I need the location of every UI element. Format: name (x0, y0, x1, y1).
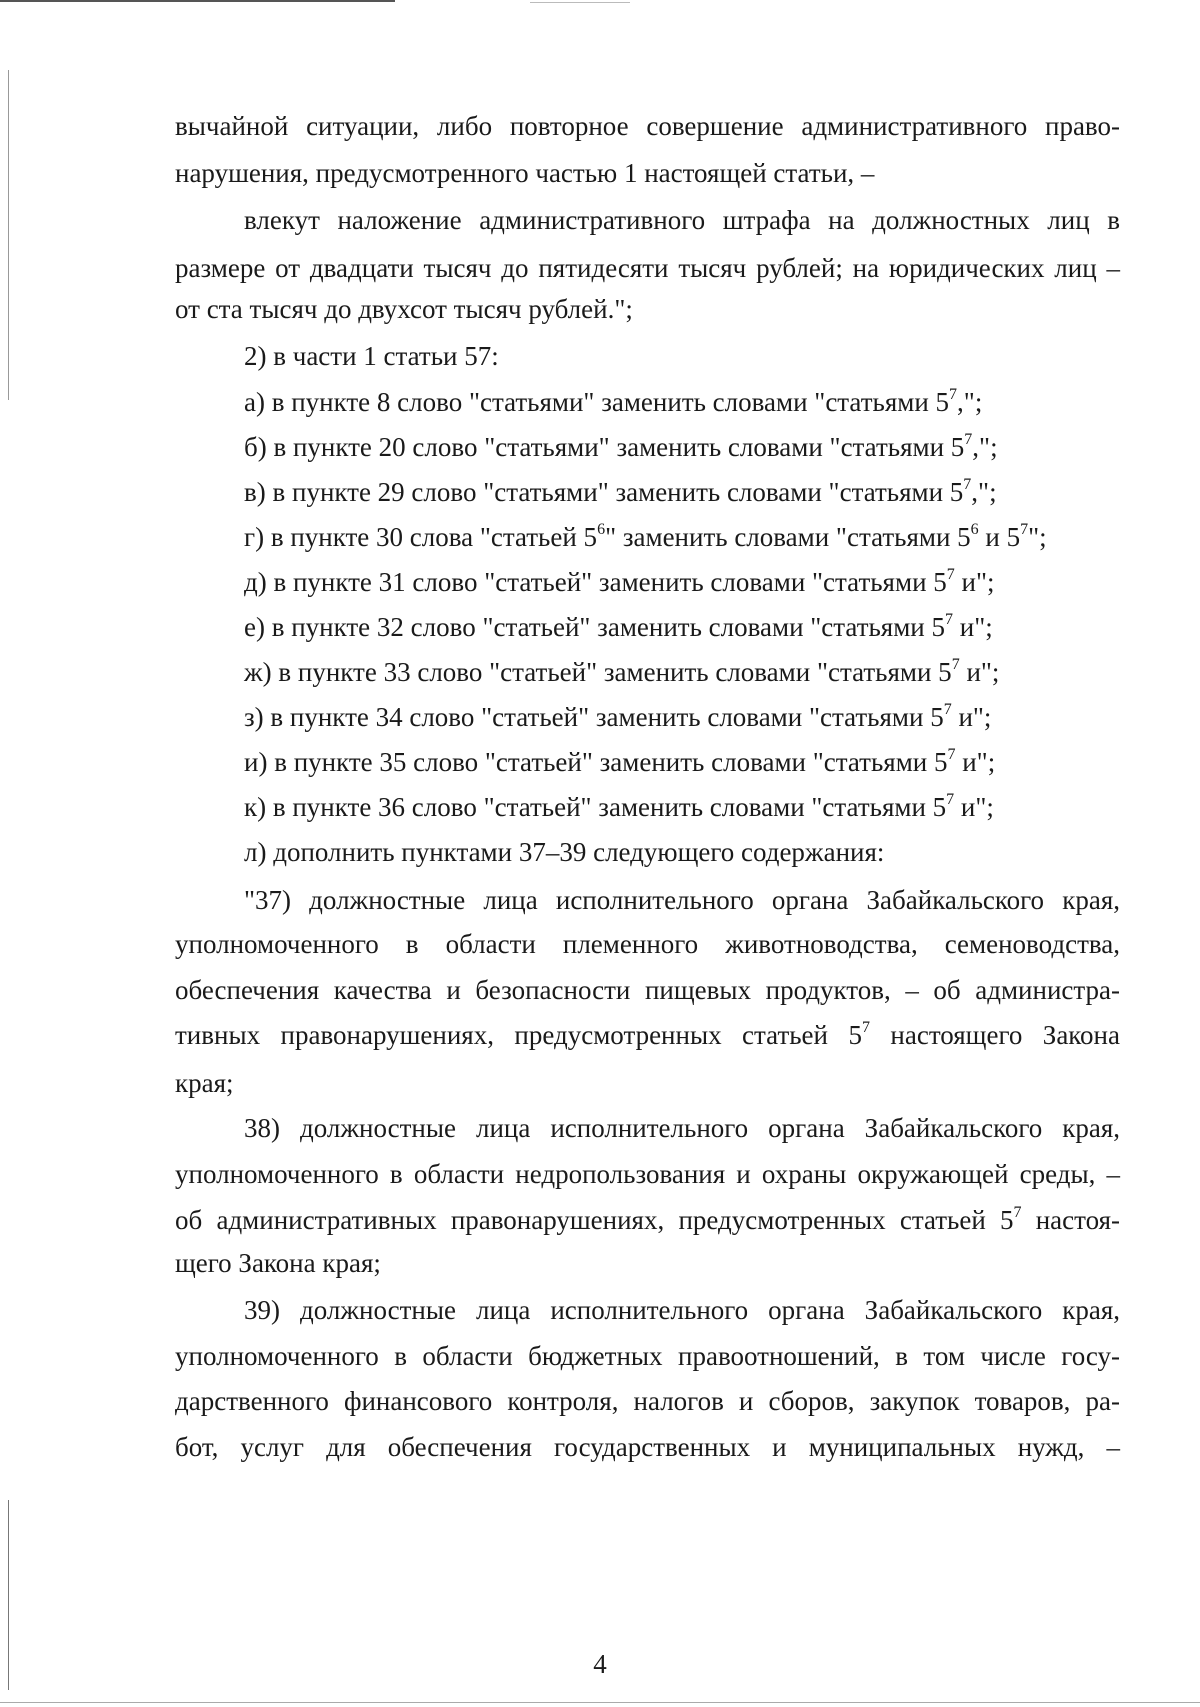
text-line: бот, услуг для обеспечения государственных и муниципальных нужд, – (175, 1432, 1120, 1462)
text-line: 2) в части 1 статьи 57: (244, 341, 499, 371)
text-line: уполномоченного в области недропользования и охраны окружающей среды, – (175, 1159, 1120, 1189)
text-line: уполномоченного в области бюджетных правоотношений, в том числе госу- (175, 1341, 1120, 1371)
text-line: уполномоченного в области племенного животноводства, семеноводства, (175, 929, 1120, 959)
text-line: тивных правонарушениях, предусмотренных статьей $5^7$ настоящего Закона (175, 1019, 1120, 1050)
text-line: дарственного финансового контроля, налогов и сборов, закупок товаров, ра- (175, 1386, 1120, 1416)
text-line: 39) должностные лица исполнительного органа Забайкальского края, (244, 1295, 1120, 1325)
text-line: д) в пункте 31 слово "статьей" заменить словами "статьями $5^7$ и"; (244, 566, 995, 597)
text-line: г) в пункте 30 слова "статьей $5^6$" заменить словами "статьями $5^6$ и $5^7$"; (244, 521, 1047, 552)
text-line: в) в пункте 29 слово "статьями" заменить словами "статьями $5^7$,"; (244, 476, 997, 507)
text-line: вычайной ситуации, либо повторное совершение административного право- (175, 111, 1120, 141)
text-line: з) в пункте 34 слово "статьей" заменить словами "статьями $5^7$ и"; (244, 701, 992, 732)
scan-edge-line-top-faint (530, 2, 630, 3)
text-line: б) в пункте 20 слово "статьями" заменить словами "статьями $5^7$,"; (244, 431, 998, 462)
text-line: нарушения, предусмотренного частью 1 настоящей статьи, – (175, 158, 875, 188)
text-line: края; (175, 1068, 234, 1098)
text-line: обеспечения качества и безопасности пищевых продуктов, – об администра- (175, 975, 1120, 1005)
text-line: е) в пункте 32 слово "статьей" заменить словами "статьями $5^7$ и"; (244, 611, 993, 642)
text-line: л) дополнить пунктами 37–39 следующего содержания: (244, 837, 885, 867)
text-line: от ста тысяч до двухсот тысяч рублей."; (175, 294, 633, 324)
scan-edge-line-bottom (0, 1702, 1200, 1703)
scan-edge-line-top (0, 0, 395, 2)
text-line: к) в пункте 36 слово "статьей" заменить словами "статьями $5^7$ и"; (244, 791, 994, 822)
scan-edge-line-left (8, 70, 9, 400)
text-line: щего Закона края; (175, 1248, 381, 1278)
text-line: об административных правонарушениях, предусмотренных статьей $5^7$ настоя- (175, 1204, 1120, 1235)
text-line: "37) должностные лица исполнительного органа Забайкальского края, (244, 885, 1120, 915)
text-line: 38) должностные лица исполнительного органа Забайкальского края, (244, 1113, 1120, 1143)
page-number: 4 (593, 1649, 607, 1679)
text-line: влекут наложение административного штрафа на должностных лиц в (244, 205, 1120, 235)
text-line: а) в пункте 8 слово "статьями" заменить словами "статьями $5^7$,"; (244, 386, 983, 417)
text-line: размере от двадцати тысяч до пятидесяти тысяч рублей; на юридических лиц – (175, 253, 1120, 283)
text-line: и) в пункте 35 слово "статьей" заменить словами "статьями $5^7$ и"; (244, 746, 996, 777)
text-line: ж) в пункте 33 слово "статьей" заменить словами "статьями $5^7$ и"; (244, 656, 1000, 687)
